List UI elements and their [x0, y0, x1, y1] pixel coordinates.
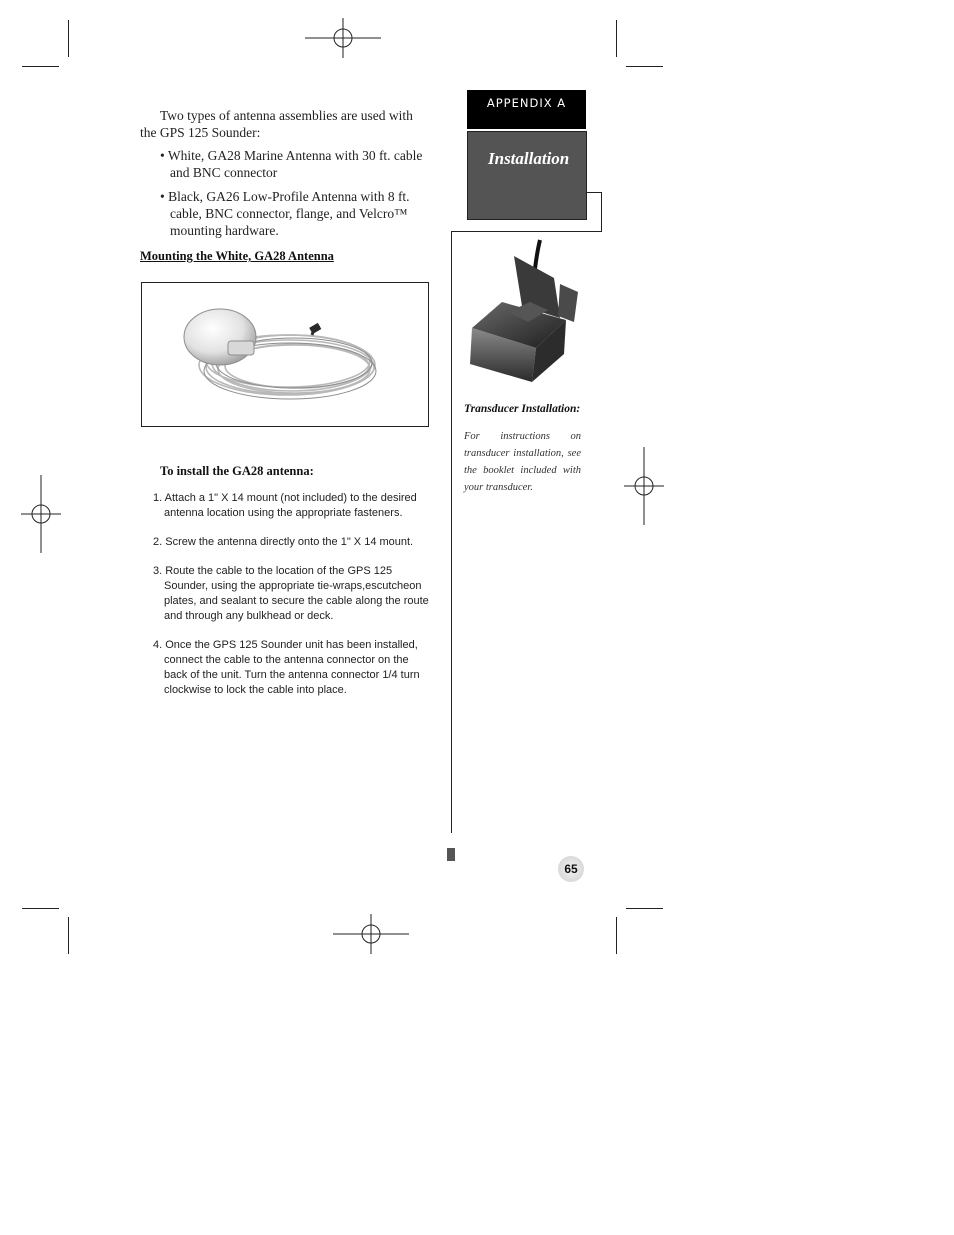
install-step: 4. Once the GPS 125 Sounder unit has been installed, connect the cable to the antenna connector on the back of the unit. Turn the antenna connector 1/4 turn clockwise to lock the cable into place.: [153, 639, 420, 696]
antenna-photo-frame: [141, 282, 429, 427]
appendix-tab: APPENDIX A: [467, 90, 586, 129]
margin-marker: [447, 848, 455, 861]
sidebar-title: Transducer Installation:: [464, 403, 581, 415]
install-subheading: To install the GA28 antenna:: [160, 464, 314, 478]
install-step: 2. Screw the antenna directly onto the 1" X 14 mount.: [153, 536, 414, 548]
bullet-ga26: • Black, GA26 Low-Profile Antenna with 8 ft. cable, BNC connector, flange, and Velcro™ mounting hardware.: [160, 189, 410, 238]
registration-mark-right: [624, 447, 664, 525]
section-tab: [467, 131, 587, 220]
tab-bracket-top: [586, 192, 602, 193]
intro-paragraph: Two types of antenna assemblies are used with the GPS 125 Sounder:: [140, 108, 413, 140]
registration-mark-left: [21, 475, 61, 553]
page-number: 65: [558, 856, 584, 882]
install-step: 1. Attach a 1" X 14 mount (not included) to the desired antenna location using the appropriate fasteners.: [153, 492, 417, 519]
antenna-image: [142, 283, 428, 426]
section-tab-label: Installation: [488, 149, 570, 168]
tab-bracket-side: [601, 192, 602, 232]
install-step: 3. Route the cable to the location of the GPS 125 Sounder, using the appropriate tie-wraps,escutcheon plates, and sealant to secure the cable along the route and through any bulkhead or deck.: [153, 565, 429, 622]
sidebar-top-rule: [451, 231, 602, 232]
registration-mark-top: [305, 18, 381, 58]
sidebar-text: For instructions on transducer installation, see the booklet included with your transducer.: [464, 431, 581, 493]
registration-mark-bottom: [333, 914, 409, 954]
transducer-image: [462, 236, 584, 386]
column-divider: [451, 231, 452, 833]
section-heading: Mounting the White, GA28 Antenna: [140, 249, 334, 263]
bullet-ga28: • White, GA28 Marine Antenna with 30 ft. cable and BNC connector: [160, 148, 423, 180]
